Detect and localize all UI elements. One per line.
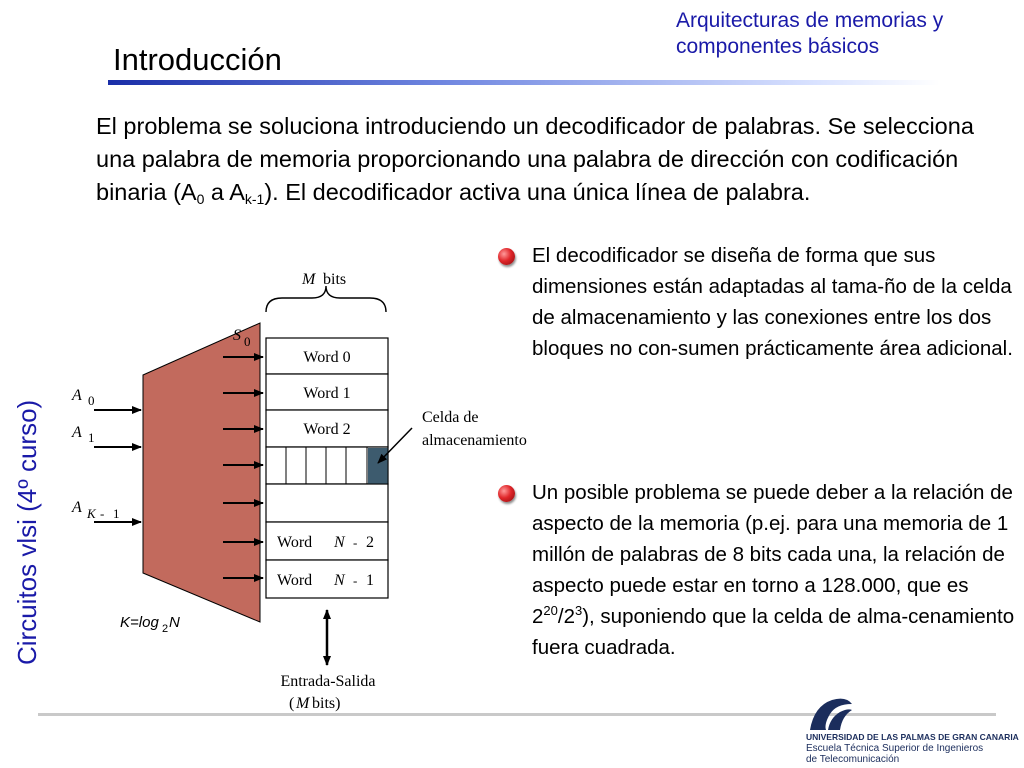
title-underline xyxy=(108,80,940,85)
m-bits-var: M xyxy=(302,271,316,288)
word-n2-prefix: Word xyxy=(277,534,313,551)
word-n1-num: 1 xyxy=(366,572,374,589)
intro-text-1: El problema se soluciona introduciendo un decodificador de palabras. Se selecciona una palabra de memoria proporcionando una palabra de dirección con codificación binaria (A xyxy=(96,113,974,205)
s0-sub: 0 xyxy=(244,334,251,349)
intro-sub-1: 0 xyxy=(196,191,205,207)
university-emblem-icon xyxy=(806,696,854,732)
intro-text-2: a A xyxy=(204,179,245,205)
cell-label-line1: Celda de xyxy=(422,409,479,426)
storage-cell-highlight xyxy=(368,448,388,484)
word-n1-minus: - xyxy=(353,573,358,588)
word-n2-n: N xyxy=(334,534,345,551)
io-label: Entrada-Salida xyxy=(280,673,376,690)
word-1-label: Word 1 xyxy=(303,385,351,402)
k-formula-n: N xyxy=(169,614,180,631)
university-name: UNIVERSIDAD DE LAS PALMAS DE GRAN CANARIA xyxy=(806,732,1019,742)
word-n2-num: 2 xyxy=(366,534,374,551)
word-0-label: Word 0 xyxy=(303,349,351,366)
a1-sub: 1 xyxy=(88,430,95,445)
ak-var: A xyxy=(72,499,82,516)
k-formula-sub: 2 xyxy=(162,623,169,635)
m-bits-brace xyxy=(266,286,386,312)
b2-text-3: ), suponiendo que la celda de alma-cenamiento fuera cuadrada. xyxy=(532,605,1015,659)
word-n1-prefix: Word xyxy=(277,572,313,589)
word-n2-minus: - xyxy=(353,535,358,550)
word-2-label: Word 2 xyxy=(303,421,351,438)
bullet-text: El decodificador se diseña de forma que sus dimensiones están adaptadas al tama-ño de la celda de almacenamiento y las conexiones entre los dos bloques no con-sumen prácticamente área adicional. xyxy=(532,244,1013,360)
bullet-text-2 xyxy=(532,477,1018,663)
ak-minus: - xyxy=(100,506,105,521)
slide-title: Introducción xyxy=(113,42,282,77)
intro-text-3: ). El decodificador activa una única línea de palabra. xyxy=(264,179,811,205)
a0-var: A xyxy=(72,387,82,404)
io-bits: bits) xyxy=(312,695,341,712)
intro-sub-2: k-1 xyxy=(244,191,265,207)
course-title-line-2: componentes básicos xyxy=(676,35,880,58)
word-n1-n: N xyxy=(334,572,345,589)
b2-text-1: Un posible problema se puede deber a la relación de aspecto de la memoria (p.ej. para una memoria de 1 millón de palabras de 8 bits cada una, la relación de aspecto puede estar en torno a 128.000, que es 2 xyxy=(532,481,1013,628)
ak-one: 1 xyxy=(113,506,120,521)
b2-sup-2: 3 xyxy=(574,603,583,618)
a1-var: A xyxy=(72,424,82,441)
university-logo xyxy=(806,696,1019,766)
intro-paragraph xyxy=(96,110,1016,209)
course-title-line-1: Arquitecturas de memorias y xyxy=(676,9,944,32)
ak-k: K xyxy=(87,506,96,521)
course-title xyxy=(676,8,1016,60)
side-label xyxy=(6,395,46,695)
io-open: ( xyxy=(289,695,295,712)
b2-sup-1: 20 xyxy=(543,603,558,618)
school-name-line-1: Escuela Técnica Superior de Ingenieros xyxy=(806,743,984,754)
cell-label-line2: almacenamiento xyxy=(422,432,527,449)
s0-var: S xyxy=(233,327,241,344)
b2-text-2: /2 xyxy=(557,605,575,628)
school-name-line-2: de Telecomunicación xyxy=(806,754,900,765)
a0-sub: 0 xyxy=(88,393,95,408)
io-m-var: M xyxy=(296,695,310,712)
m-bits-word: bits xyxy=(323,271,347,288)
k-formula-k: K=log xyxy=(120,614,159,631)
side-label-text: Circuitos vlsi (4º curso) xyxy=(12,399,42,665)
memory-decoder-diagram xyxy=(60,260,583,720)
